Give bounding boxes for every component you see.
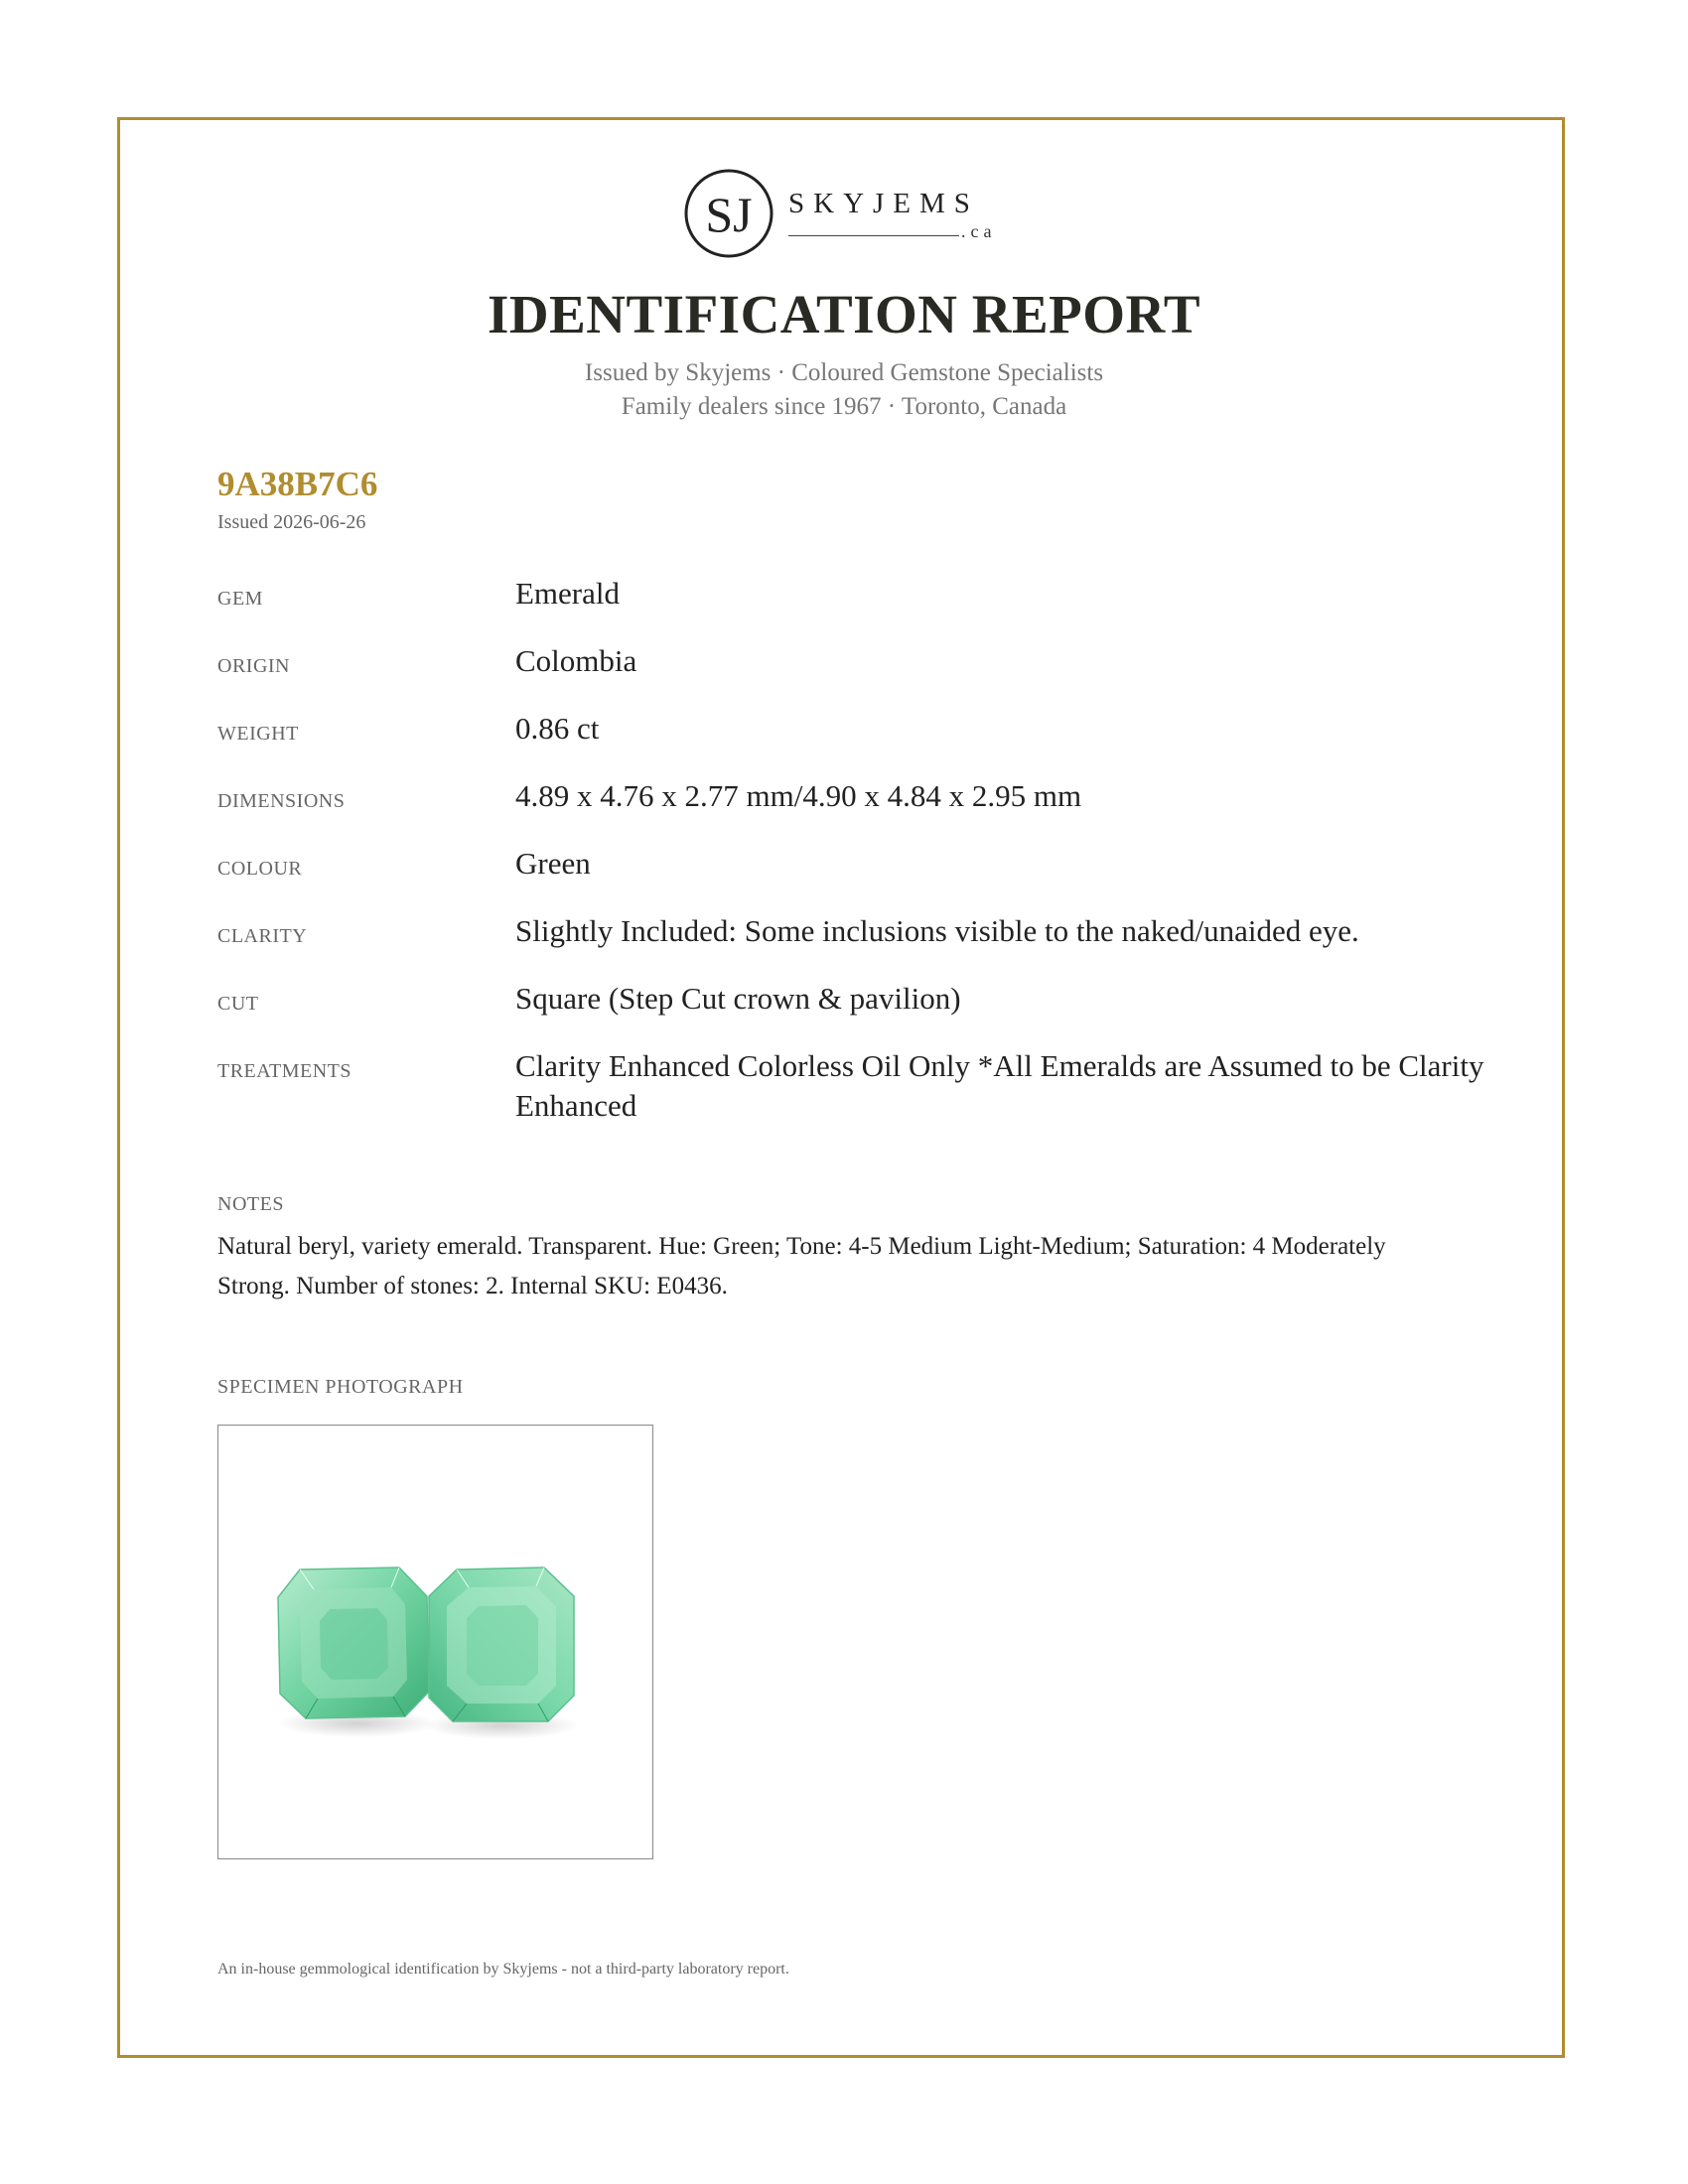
brand-tld: .ca <box>961 221 997 241</box>
notes-label: NOTES <box>217 1193 284 1215</box>
field-label: CUT <box>217 993 259 1015</box>
field-value: Clarity Enhanced Colorless Oil Only *All Emeralds are Assumed to be Clarity Enhanced <box>515 1048 1484 1123</box>
brand-underline <box>788 235 959 236</box>
report-title: IDENTIFICATION REPORT <box>487 284 1201 344</box>
brand-name: SKYJEMS <box>788 188 979 219</box>
field-label: WEIGHT <box>217 723 299 745</box>
field-label: ORIGIN <box>217 655 290 677</box>
field-label: COLOUR <box>217 858 303 880</box>
sj-monogram-icon <box>683 168 774 259</box>
field-value: 0.86 ct <box>515 711 600 746</box>
field-value: Emerald <box>515 576 621 611</box>
issuer-line: Issued by Skyjems · Coloured Gemstone Specialists <box>584 359 1104 386</box>
dealer-line: Family dealers since 1967 · Toronto, Canada <box>621 393 1067 420</box>
emerald-stone-right <box>429 1568 574 1721</box>
issue-date: Issued 2026-06-26 <box>217 511 366 533</box>
emerald-stones-image <box>218 1426 652 1858</box>
field-value: 4.89 x 4.76 x 2.77 mm/4.90 x 4.84 x 2.95 mm <box>515 778 1082 813</box>
specimen-photo <box>217 1425 653 1859</box>
footer-disclaimer: An in-house gemmological identification by Skyjems - not a third-party laboratory report. <box>217 1961 789 1978</box>
field-value: Colombia <box>515 643 637 678</box>
field-label: CLARITY <box>217 925 308 947</box>
field-value: Square (Step Cut crown & pavilion) <box>515 981 961 1016</box>
field-label: TREATMENTS <box>217 1060 352 1082</box>
report-id: 9A38B7C6 <box>217 465 378 503</box>
photo-label: SPECIMEN PHOTOGRAPH <box>217 1376 464 1398</box>
logo-monogram-text: SJ <box>705 187 753 242</box>
field-label: GEM <box>217 588 263 610</box>
notes-text: Natural beryl, variety emerald. Transparent. Hue: Green; Tone: 4-5 Medium Light-Medium; Saturation: 4 Moderately Strong. Number of stones: 2. Internal SKU: E0436. <box>217 1233 1386 1299</box>
field-value: Green <box>515 846 591 881</box>
emerald-stone-left <box>278 1568 429 1718</box>
field-label: DIMENSIONS <box>217 790 346 812</box>
brand-logo <box>683 164 1011 263</box>
field-value: Slightly Included: Some inclusions visible to the naked/unaided eye. <box>515 913 1359 948</box>
